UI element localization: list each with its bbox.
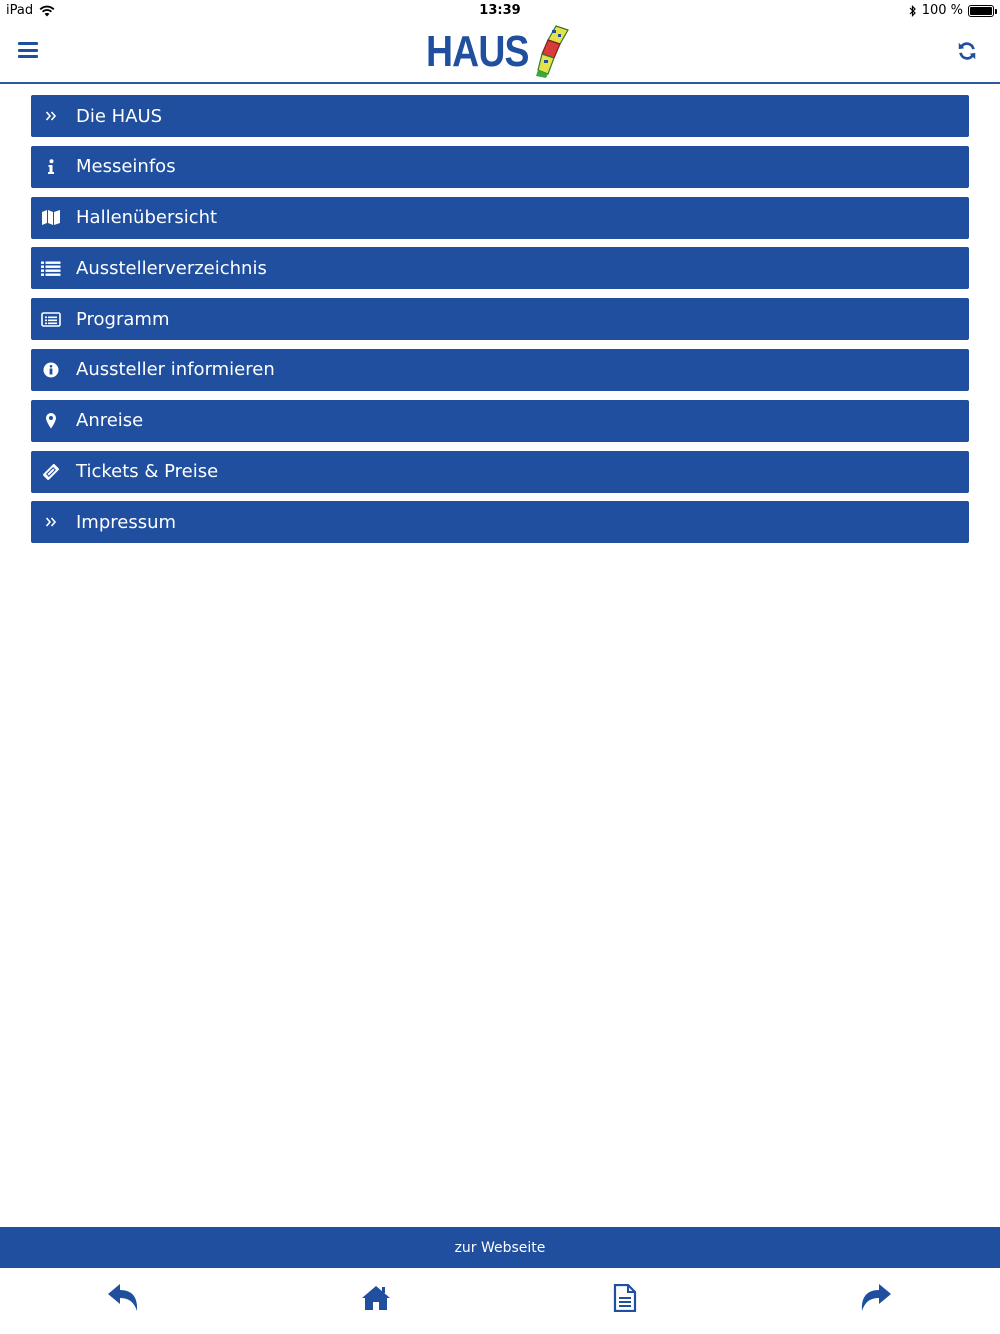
menu-item-label: Anreise [76,410,144,432]
hamburger-menu-icon[interactable] [18,42,38,58]
clock: 13:39 [479,3,521,18]
main-menu [31,95,969,552]
status-bar [0,0,1000,22]
battery-icon [968,5,994,17]
logo-figure-icon [534,24,570,78]
info-icon [31,146,71,188]
website-link-label: zur Webseite [454,1239,546,1256]
logo-text: HAUS [426,27,529,76]
app-header [0,22,1000,84]
home-icon[interactable] [356,1280,396,1316]
double-chevron-right-icon [31,95,71,137]
calendar-list-icon [31,298,71,340]
list-icon [31,247,71,289]
menu-item-label: Programm [76,308,170,330]
bottom-toolbar [0,1268,1000,1334]
double-chevron-right-icon [31,501,71,543]
menu-item-ausstellerverzeichnis[interactable] [31,247,969,289]
menu-item-label: Hallenübersicht [76,207,218,229]
map-pin-icon [31,400,71,442]
menu-item-messeinfos[interactable] [31,146,969,188]
info-circle-icon [31,349,71,391]
device-name: iPad [6,3,34,18]
refresh-icon[interactable] [956,40,978,62]
menu-item-anreise[interactable] [31,400,969,442]
battery-percent: 100 % [921,3,963,18]
haus-logo [426,22,547,82]
forward-arrow-icon[interactable] [856,1280,896,1316]
website-link-bar[interactable] [0,1227,1000,1268]
menu-item-impressum[interactable] [31,501,969,543]
menu-item-label: Die HAUS [76,105,163,127]
menu-item-label: Ausstellerverzeichnis [76,257,267,279]
document-icon[interactable] [605,1280,645,1316]
map-icon [31,197,71,239]
menu-item-label: Impressum [76,511,177,533]
ticket-icon [31,451,71,493]
menu-item-die-haus[interactable] [31,95,969,137]
menu-item-label: Tickets & Preise [76,461,219,483]
menu-item-label: Aussteller informieren [76,359,275,381]
bluetooth-icon [909,5,917,17]
menu-item-programm[interactable] [31,298,969,340]
back-arrow-icon[interactable] [103,1280,143,1316]
menu-item-aussteller-informieren[interactable] [31,349,969,391]
menu-item-label: Messeinfos [76,156,176,178]
menu-item-tickets-preise[interactable] [31,451,969,493]
menu-item-hallenuebersicht[interactable] [31,197,969,239]
